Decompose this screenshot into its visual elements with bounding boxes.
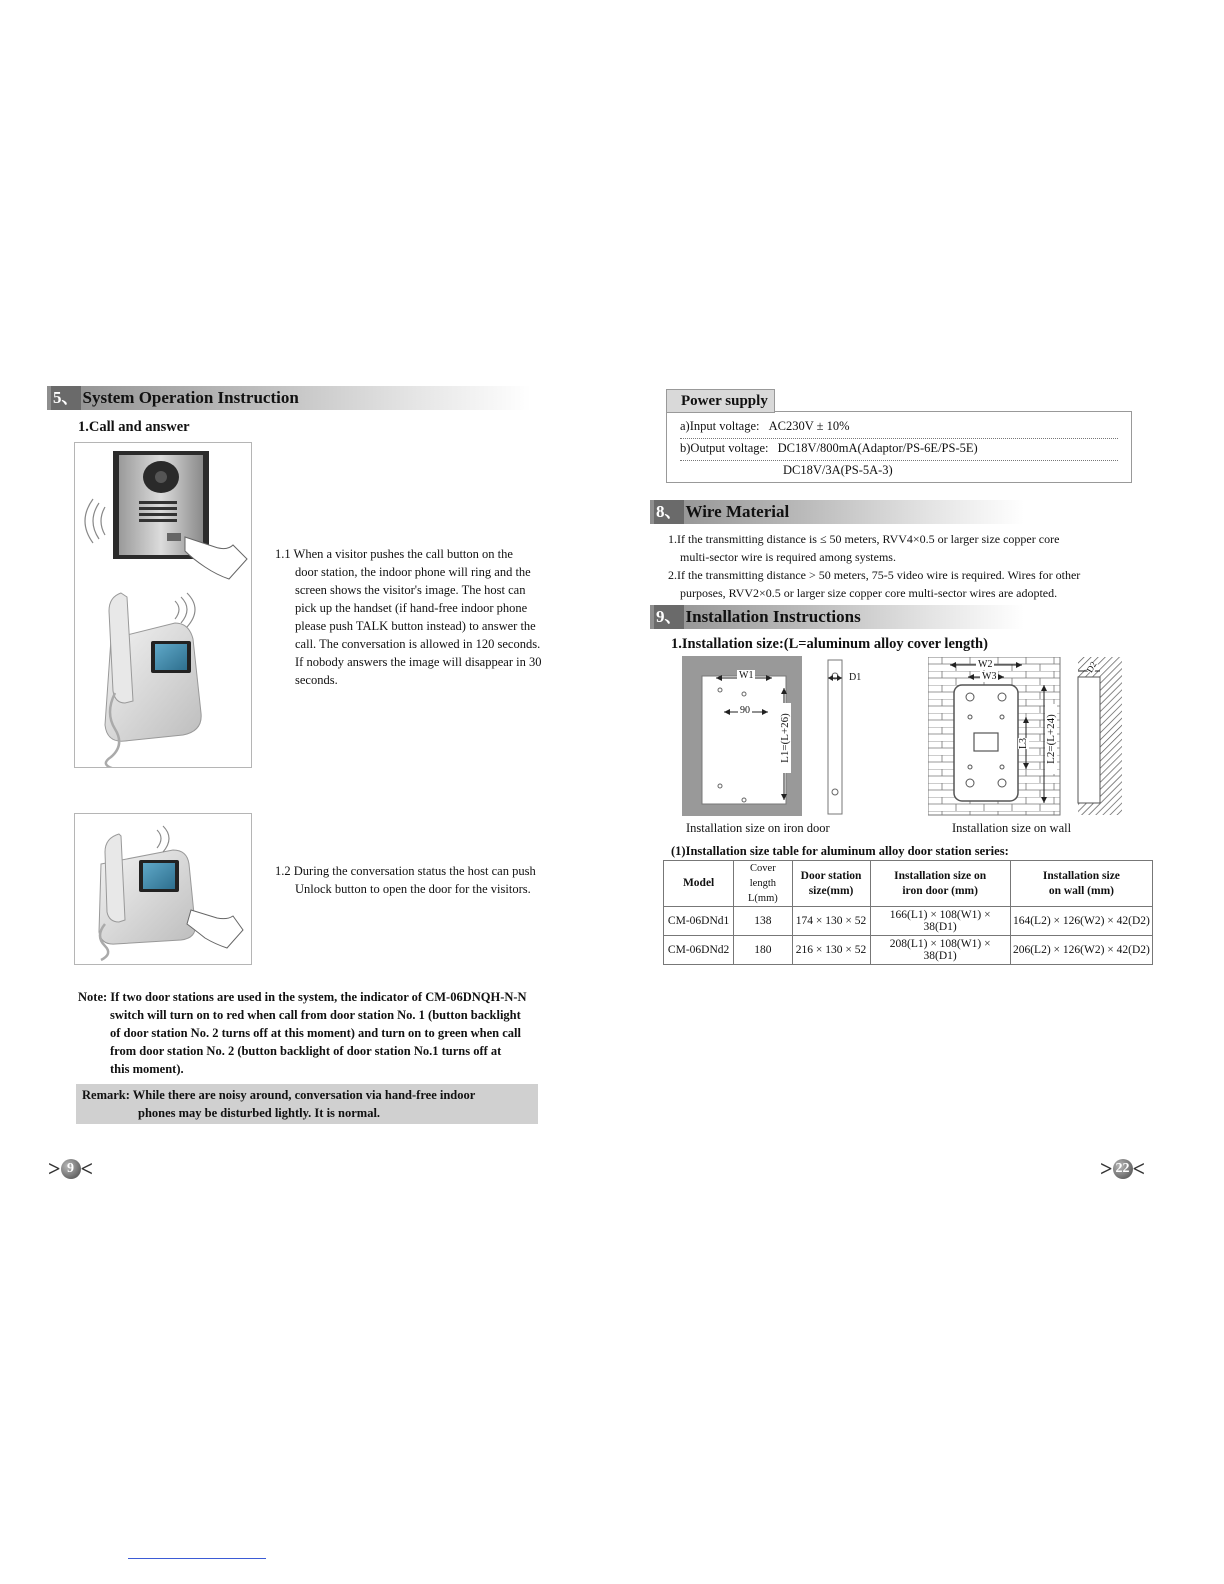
section-5-title: System Operation Instruction <box>82 388 299 407</box>
item-1-1-text <box>275 545 565 689</box>
caption-iron-door: Installation size on iron door <box>686 821 830 835</box>
cell-iron-door: 166(L1) × 108(W1) × 38(D1) <box>870 907 1010 936</box>
item-1-2-text <box>275 862 575 898</box>
arrow-left-icon: < <box>80 1156 94 1181</box>
item-1-1-line-8: seconds. <box>295 673 338 687</box>
wire-line-2: multi-sector wire is required among systems. <box>680 550 896 564</box>
output-voltage-label: b)Output voltage: <box>680 441 769 455</box>
door-station-and-phone-image <box>75 443 251 767</box>
cell-door-station: 216 × 130 × 52 <box>792 936 870 965</box>
unlock-illustration <box>74 813 252 965</box>
wire-material-text <box>668 530 1138 602</box>
th-cover-length: Cover length L(mm) <box>734 861 792 907</box>
section-9-heading <box>650 605 1024 629</box>
caption-wall: Installation size on wall <box>952 821 1072 835</box>
item-1-1-line-4: pick up the handset (if hand-free indoor phone <box>295 601 528 615</box>
cell-model: CM-06DNd1 <box>664 907 734 936</box>
section-8-number: 8、 <box>654 500 684 524</box>
bottom-rule <box>128 1558 266 1559</box>
indoor-phone-unlock-image <box>75 814 251 964</box>
section-9-number: 9、 <box>654 605 684 629</box>
power-supply-title-text: Power supply <box>681 393 768 409</box>
section-8-title: Wire Material <box>685 502 790 521</box>
section-9-title: Installation Instructions <box>685 607 861 626</box>
note-line-2: switch will turn on to red when call from door station No. 1 (button backlight <box>110 1008 521 1022</box>
cell-door-station: 174 × 130 × 52 <box>792 907 870 936</box>
item-1-1-line-3: screen shows the visitor's image. The host can <box>295 583 526 597</box>
note-line-1: Note: If two door stations are used in the system, the indicator of CM-06DNQH-N-N <box>78 990 527 1004</box>
installation-size-table <box>663 860 1153 965</box>
wire-line-4: purposes, RVV2×0.5 or larger size copper core multi-sector wires are adopted. <box>680 586 1058 600</box>
table-row <box>664 907 1153 936</box>
size-table-title: (1)Installation size table for aluminum alloy door station series: <box>671 844 1009 858</box>
call-answer-heading: 1.Call and answer <box>78 419 190 435</box>
input-voltage-value: AC230V ± 10% <box>768 419 850 433</box>
cell-wall: 206(L2) × 126(W2) × 42(D2) <box>1010 936 1152 965</box>
output-voltage-value-2: DC18V/3A(PS-5A-3) <box>783 463 893 477</box>
item-1-1-line-7: If nobody answers the image will disappear in 30 <box>295 655 542 669</box>
section-5-heading <box>47 386 531 410</box>
th-door-station: Door station size(mm) <box>792 861 870 907</box>
remark-line-2: phones may be disturbed lightly. It is normal. <box>138 1106 381 1120</box>
left-page-number <box>48 1156 93 1182</box>
label-d1: D1 <box>849 672 862 683</box>
cell-cover-length: 180 <box>734 936 792 965</box>
label-d2: D2 <box>1084 659 1099 675</box>
cell-wall: 164(L2) × 126(W2) × 42(D2) <box>1010 907 1152 936</box>
note-line-5: this moment). <box>110 1062 184 1076</box>
input-voltage-row <box>680 419 1118 439</box>
th-model: Model <box>664 861 734 907</box>
label-w2: W2 <box>978 659 993 670</box>
arrow-right-icon: > <box>1100 1156 1113 1181</box>
wire-line-3: 2.If the transmitting distance > 50 meters, 75-5 video wire is required. Wires for other <box>668 568 1081 582</box>
item-1-1-line-5: please push TALK button instead) to answer the <box>295 619 536 633</box>
cell-model: CM-06DNd2 <box>664 936 734 965</box>
page-number-22: 22 <box>1113 1159 1133 1179</box>
arrow-right-icon: > <box>48 1156 61 1181</box>
right-page-number <box>1100 1156 1145 1182</box>
call-answer-illustration <box>74 442 252 768</box>
cell-iron-door: 208(L1) × 108(W1) × 38(D1) <box>870 936 1010 965</box>
item-1-1-line-2: door station, the indoor phone will ring and the <box>295 565 531 579</box>
power-supply-title <box>666 389 775 413</box>
label-w3: W3 <box>982 671 997 682</box>
label-90: 90 <box>740 705 750 716</box>
arrow-left-icon: < <box>1132 1156 1146 1181</box>
th-wall: Installation size on wall (mm) <box>1010 861 1152 907</box>
output-voltage-row <box>680 441 1118 461</box>
table-header-row <box>664 861 1153 907</box>
item-1-1-line-6: call. The conversation is allowed in 120 seconds. <box>295 637 541 651</box>
remark-line-1: Remark: While there are noisy around, conversation via hand-free indoor <box>82 1088 476 1102</box>
note-line-4: from door station No. 2 (button backlight of door station No.1 turns off at <box>110 1044 502 1058</box>
remark-box <box>76 1084 538 1124</box>
label-w1: W1 <box>739 670 754 681</box>
table-row <box>664 936 1153 965</box>
section-5-number: 5、 <box>51 386 81 410</box>
note-line-3: of door station No. 2 turns off at this moment) and turn on to green when call <box>110 1026 521 1040</box>
section-8-heading <box>650 500 1024 524</box>
output-voltage-value-1: DC18V/800mA(Adaptor/PS-6E/PS-5E) <box>777 441 978 455</box>
item-1-2-line-1: 1.2 During the conversation status the host can push <box>275 864 536 878</box>
note-text <box>78 988 568 1078</box>
cell-cover-length: 138 <box>734 907 792 936</box>
label-l2: L2=(L+24) <box>1045 704 1057 774</box>
iron-door-diagram <box>682 656 862 818</box>
item-1-2-line-2: Unlock button to open the door for the visitors. <box>295 882 531 896</box>
th-iron-door: Installation size on iron door (mm) <box>870 861 1010 907</box>
input-voltage-label: a)Input voltage: <box>680 419 760 433</box>
installation-size-heading: 1.Installation size:(L=aluminum alloy cover length) <box>671 636 988 652</box>
page-number-9: 9 <box>61 1159 81 1179</box>
label-l1: L1=(L+26) <box>779 703 791 773</box>
wire-line-1: 1.If the transmitting distance is ≤ 50 meters, RVV4×0.5 or larger size copper core <box>668 532 1060 546</box>
label-l3: L3 <box>1018 737 1030 750</box>
item-1-1-line-1: 1.1 When a visitor pushes the call button on the <box>275 547 513 561</box>
